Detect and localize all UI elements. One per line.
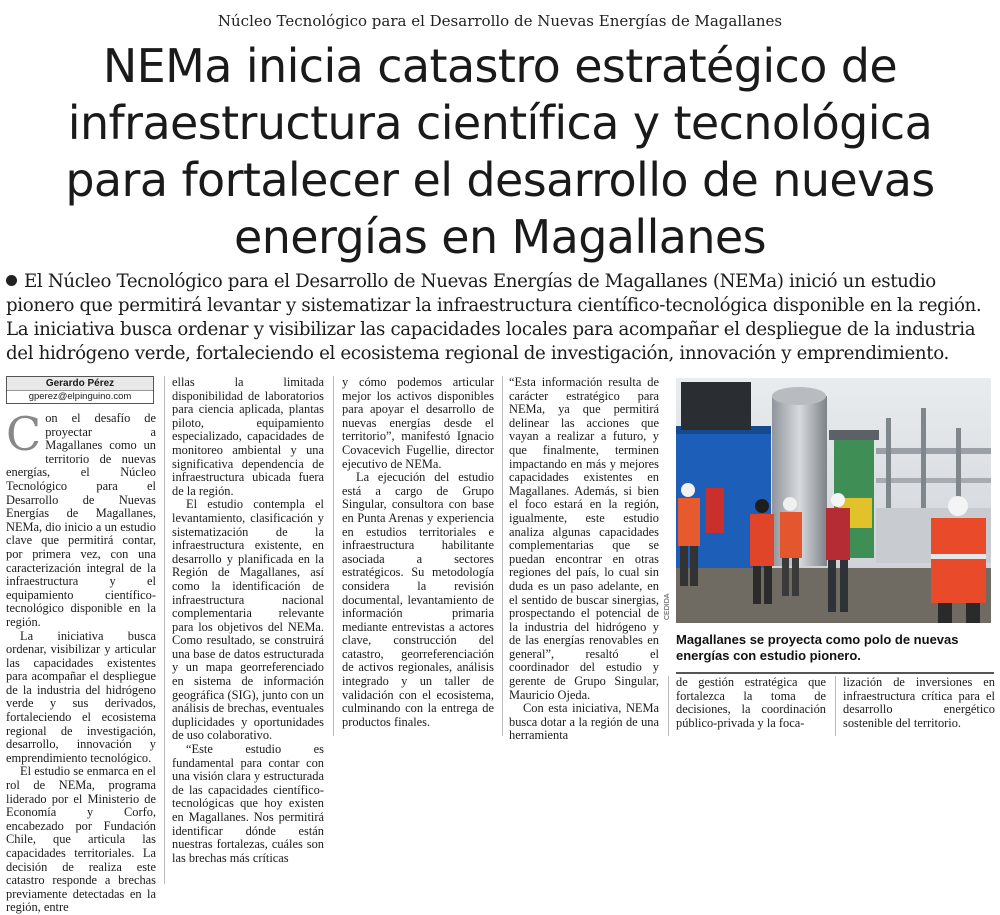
column-1-paragraph-1	[6, 407, 156, 630]
article-column-4	[509, 375, 659, 743]
headline-line-3: para fortalecer el desarrollo de nuevas	[65, 153, 935, 207]
column-divider	[164, 376, 165, 884]
column-2-paragraph-2: El estudio contempla el levantamiento, clasificación y sistematización de la infraestructura existente, en desarrollo y planificada en la Región de Magallanes, así como la identificación de infraestructura nacional complementaria relevante para los objetivos del NEMa. Como resultado, se construirá una base de datos estructurada y un mapa georreferenciado en sistema de información geográfica (SIG), junto con un análisis de brechas, eventuales duplicidades y oportunidades de uso colaborativo.	[172, 497, 324, 743]
photo-caption: Magallanes se proyecta como polo de nuevas energías con estudio pionero.	[676, 632, 959, 663]
article-column-6	[843, 676, 995, 736]
column-1-paragraph-2: La iniciativa busca ordenar, visibilizar y articular las capacidades existentes para acompañar el despliegue de la industria del hidrógeno verde y sus derivados, fortaleciendo el ecosistema regional de investigación, desarrollo, innovación y emprendimiento tecnológico.	[6, 628, 156, 765]
bullet-icon	[6, 275, 17, 286]
article-column-5	[676, 676, 826, 736]
headline-line-4: energías en Magallanes	[234, 210, 766, 264]
article-photo	[676, 378, 991, 623]
column-3-paragraph-2: La ejecución del estudio está a cargo de Grupo Singular, consultora con base en Punta Arenas y experiencia en estudios territoriales e infraestructura habilitante asociada a sectores estratégicos. Su metodología considera la revisión documental, levantamiento de información primaria mediante entrevistas a actores clave, construcción del catastro, georreferenciación de activos regionales, análisis integrado y un taller de validación con el ecosistema, culminando con la entrega de productos finales.	[342, 470, 494, 729]
caption-rule	[676, 672, 994, 674]
lead-paragraph	[6, 270, 996, 366]
photo-credit: CEDIDA	[664, 593, 671, 620]
column-1-paragraph-3: El estudio se enmarca en el rol de NEMa, programa liderado por el Ministerio de Economía y Corfo, encabezado por Fundación Chile, que articula las capacidades territoriales. La decisión de realiza este catastro responde a brechas previamente detectadas en la región, entre	[6, 764, 156, 915]
column-divider	[835, 676, 836, 736]
lead-text: El Núcleo Tecnológico para el Desarrollo de Nuevas Energías de Magallanes (NEMa) inició un estudio pionero que permitirá levantar y sistematizar la infraestructura científico-tecnológica disponible en la región. La iniciativa busca ordenar y visibilizar las capacidades locales para acompañar el despliegue de la industria del hidrógeno verde, fortaleciendo el ecosistema regional de investigación, innovación y emprendimiento.	[6, 271, 982, 364]
column-6-paragraph-1: lización de inversiones en infraestructura crítica para el desarrollo energético sostenible del territorio.	[843, 675, 995, 730]
workers-hydrogen-plant-photo	[676, 378, 991, 623]
column-divider	[502, 376, 503, 736]
article-column-2	[172, 376, 324, 886]
article-column-3	[342, 376, 494, 736]
headline-line-2: infraestructura científica y tecnológica	[67, 96, 933, 150]
column-1-paragraph-1-text: on el desafío de proyectar a Magallanes como un territorio de nuevas energías, el Núcleo Tecnológico para el Desarrollo de Nuevas Energías de Magallanes, NEMa, dio inicio a un estudio clave que permitirá contar, por primera vez, con una caracterización integral de la infraestructura y el equipamiento científico-tecnológico disponible en la región.	[6, 411, 156, 629]
column-2-paragraph-1: ellas la limitada disponibilidad de laboratorios para ciencia aplicada, plantas piloto, equipamiento especializado, capacidades de monitoreo ambiental y una significativa dependencia de infraestructura ubicada fuera de la región.	[172, 375, 324, 498]
column-divider	[668, 676, 669, 736]
column-4-paragraph-1: “Esta información resulta de carácter estratégico para NEMa, ya que permitirá delinear las acciones que vayan a realizar a futuro, y que finalmente, terminen impactando en más y mejores capacidades existentes en Magallanes. Además, si bien el foco estará en la región, igualmente, este estudio analiza algunas capacidades complementarias que se puedan encontrar en otras regiones del país, lo cual sin duda es un paso adelante, en el sentido de buscar sinergias, prospectando el potencial de la industria del hidrógeno y de las energías renovables en general”, resaltó el coordinador del estudio y gerente de Grupo Singular, Mauricio Ojeda.	[509, 375, 659, 702]
column-5-paragraph-1: de gestión estratégica que fortalezca la toma de decisiones, la coordinación público-privada y la foca-	[676, 675, 826, 730]
column-4-paragraph-2: Con esta iniciativa, NEMa busca dotar a la región de una herramienta	[509, 701, 659, 743]
column-2-paragraph-3: “Este estudio es fundamental para contar con una visión clara y estructurada de las capacidades científico-tecnológicas que hoy existen en Magallanes. Nos permitirá identificar dónde están nuestras fortalezas, cuáles son las brechas más críticas	[172, 742, 324, 865]
byline-box	[6, 376, 154, 404]
author-name: Gerardo Pérez	[7, 377, 153, 391]
column-3-paragraph-1: y cómo podemos articular mejor los activos disponibles para apoyar el desarrollo de nuevas energías desde el territorio”, manifestó Ignacio Covacevich Fugellie, director ejecutivo de NEMa.	[342, 375, 494, 471]
drop-cap: C	[6, 407, 42, 461]
author-email[interactable]: gperez@elpinguino.com	[7, 391, 153, 403]
section-kicker: Núcleo Tecnológico para el Desarrollo de Nuevas Energías de Magallanes	[217, 12, 783, 30]
article-column-1	[6, 376, 156, 915]
column-divider	[333, 376, 334, 736]
headline	[20, 38, 980, 266]
headline-line-1: NEMa inicia catastro estratégico de	[102, 39, 898, 93]
